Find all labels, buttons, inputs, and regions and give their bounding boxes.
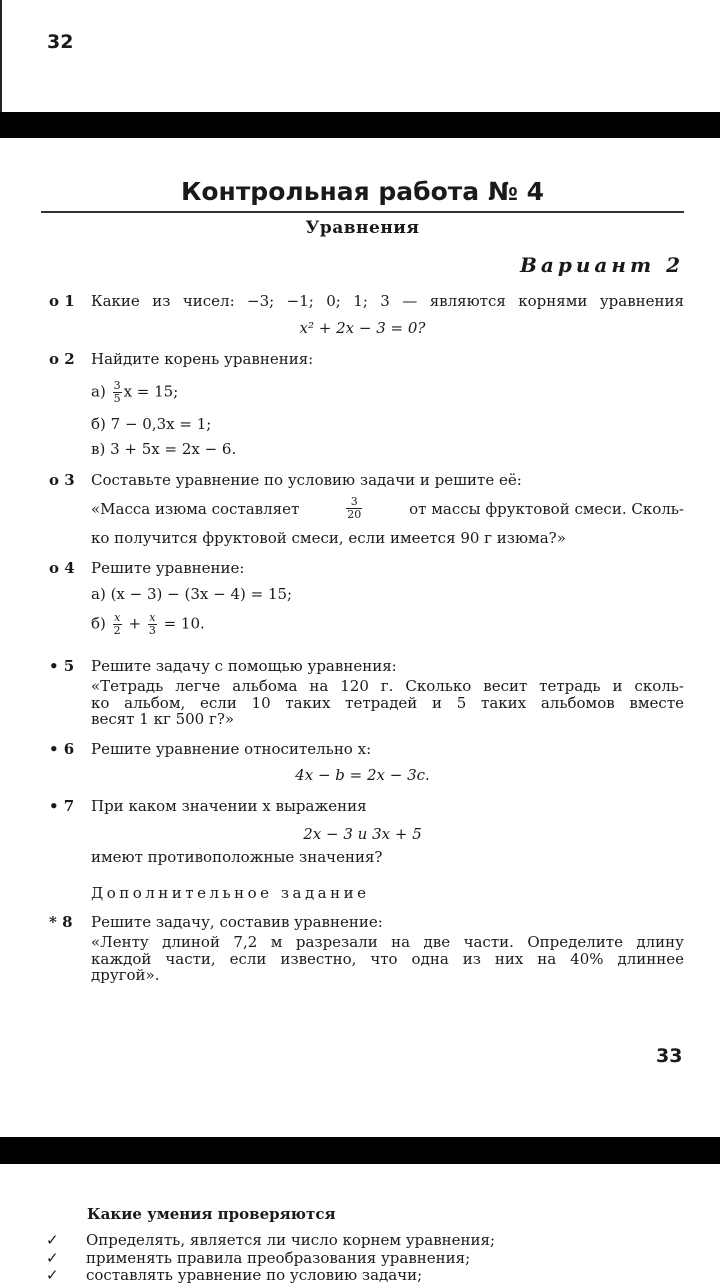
skill-item: составлять уравнение по условию задачи; (86, 1266, 423, 1284)
task-4-marker: о 4 (49, 559, 75, 577)
task-8-text: Решите задачу, составив уравнение: (91, 913, 383, 931)
page-subtitle: Уравнения (305, 218, 420, 238)
page-separator-bottom (0, 1137, 720, 1164)
extra-task-heading: Дополнительное задание (91, 884, 370, 902)
task-5-marker: • 5 (49, 657, 75, 675)
task-2-marker: о 2 (49, 350, 75, 368)
plus-sign: + (128, 614, 142, 633)
page-edge (0, 0, 2, 112)
check-icon: ✓ (46, 1231, 59, 1249)
page-separator-top (0, 112, 720, 138)
task-7-marker: • 7 (49, 797, 75, 815)
fraction-denominator: 3 (148, 624, 156, 637)
check-icon: ✓ (46, 1249, 59, 1267)
task-3-marker: о 3 (49, 471, 75, 489)
task-5-text: Решите задачу с помощью уравнения: (91, 657, 397, 675)
page-title: Контрольная работа № 4 (180, 177, 545, 206)
task-7-text: При каком значении x выражения (91, 797, 367, 815)
task-2-item-a-label: а) (91, 382, 106, 401)
task-4-item-b-rhs: = 10. (163, 614, 205, 633)
fraction-numerator: x (149, 611, 156, 624)
fraction-numerator: 3 (113, 379, 121, 392)
task-6-equation: 4x − b = 2x − 3c. (295, 766, 430, 784)
task-4-text: Решите уравнение: (91, 559, 245, 577)
task-5-problem-line-2: ко альбом, если 10 таких тетрадей и 5 таких альбомов вместе (91, 694, 684, 712)
task-4-item-a: а) (x − 3) − (3x − 4) = 15; (91, 585, 293, 603)
skill-item: Определять, является ли число корнем уравнения; (86, 1231, 496, 1249)
fraction (113, 380, 122, 405)
task-5-problem-line-3: весят 1 кг 500 г?» (91, 710, 235, 728)
task-8-problem-line-1: «Ленту длиной 7,2 м разрезали на две части. Определите длину (91, 933, 684, 951)
task-6-marker: • 6 (49, 740, 75, 758)
fraction-denominator: 20 (347, 508, 362, 521)
task-4-item-b-label: б) (91, 614, 106, 633)
task-8-problem-line-2: каждой части, если известно, что одна из них на 40% длиннее (91, 950, 684, 968)
task-2-text: Найдите корень уравнения: (91, 350, 314, 368)
task-1-marker: о 1 (49, 292, 75, 310)
fraction-denominator: 5 (113, 392, 121, 405)
task-2-item-a (91, 380, 178, 405)
task-1-text: Какие из чисел: −3; −1; 0; 1; 3 — являются корнями уравнения (91, 292, 684, 310)
task-4-item-b (91, 612, 205, 637)
task-2-item-a-expr: x = 15; (123, 382, 179, 401)
title-rule (41, 211, 684, 213)
task-3-problem-end: от массы фруктовой смеси. Сколь- (409, 499, 684, 518)
task-3-problem-line-2: ко получится фруктовой смеси, если имеется 90 г изюма?» (91, 529, 566, 547)
task-5-problem-line-1: «Тетрадь легче альбома на 120 г. Сколько весит тетрадь и сколь- (91, 677, 684, 695)
page-number-bottom: 33 (656, 1045, 683, 1067)
task-7-expressions: 2x − 3 и 3x + 5 (303, 825, 422, 843)
task-8-problem-line-3: другой». (91, 966, 160, 984)
check-icon: ✓ (46, 1266, 59, 1284)
task-2-item-b: б) 7 − 0,3x = 1; (91, 415, 212, 433)
fraction (148, 612, 157, 637)
task-3-problem-start: «Масса изюма составляет (91, 499, 300, 518)
variant-label: Вариант 2 (520, 253, 684, 277)
task-6-text: Решите уравнение относительно x: (91, 740, 372, 758)
fraction-denominator: 2 (113, 624, 121, 637)
task-8-marker: * 8 (49, 913, 73, 931)
fraction-numerator: 3 (346, 496, 362, 509)
fraction (113, 612, 122, 637)
task-2-item-c: в) 3 + 5x = 2x − 6. (91, 440, 237, 458)
task-7-question: имеют противоположные значения? (91, 848, 383, 866)
page-number-top: 32 (47, 31, 74, 53)
skill-item: применять правила преобразования уравнения; (86, 1249, 471, 1267)
task-3-problem-line-1 (91, 496, 684, 521)
task-3-text: Составьте уравнение по условию задачи и решите её: (91, 471, 522, 489)
fraction (346, 496, 362, 521)
fraction-numerator: x (114, 611, 121, 624)
task-1-equation: x² + 2x − 3 = 0? (299, 319, 426, 337)
skills-heading: Какие умения проверяются (87, 1205, 336, 1223)
